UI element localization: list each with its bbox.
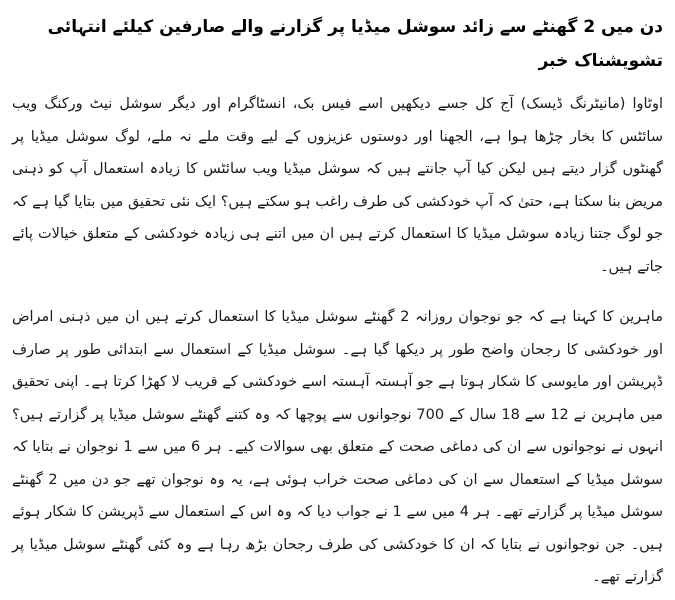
- article-paragraph-1: اوٹاوا (مانیٹرنگ ڈیسک) آج کل جسے دیکھیں اسے فیس بک، انسٹاگرام اور دیگر سوشل نیٹ ورکنگ ویب سائٹس کا بخار چڑھا ہوا ہے، الجھنا اور دوستوں عزیزوں کے لیے وقت ملے نہ ملے، لوگ سوشل میڈیا پر گھنٹوں گزار دیتے ہیں لیکن کیا آپ جانتے ہیں کہ سوشل میڈیا ویب سائٹس کا زیادہ استعمال آپ کو ذہنی مریض بنا سکتا ہے، حتیٰ کہ آپ خودکشی کی طرف راغب ہو سکتے ہیں؟ ایک نئی تحقیق میں بتایا گیا ہے کہ جو لوگ جتنا زیادہ سوشل میڈیا کا استعمال کرتے ہیں ان میں اتنے ہی زیادہ خودکشی کے متعلق خیالات پائے جاتے ہیں۔: [12, 96, 663, 275]
- article-headline: دن میں 2 گھنٹے سے زائد سوشل میڈیا پر گزارنے والے صارفین کیلئے انتہائی تشویشناک خبر: [47, 17, 663, 71]
- article-paragraph-2: ماہرین کا کہنا ہے کہ جو نوجوان روزانہ 2 گھنٹے سوشل میڈیا کا استعمال کرتے ہیں ان میں ذہنی امراض اور خودکشی کا رجحان واضح طور پر دیکھا گیا ہے۔ سوشل میڈیا کے استعمال سے ابتدائی طور پر صارف ڈپریشن اور مایوسی کا شکار ہوتا ہے جو آہستہ آہستہ اسے خودکشی کے قریب لا کھڑا کرتا ہے۔ اپنی تحقیق میں ماہرین نے 12 سے 18 سال کے 700 نوجوانوں سے پوچھا کہ وہ کتنے گھنٹے سوشل میڈیا پر گزارتے ہیں؟ انہوں نے نوجوانوں سے ان کی دماغی صحت کے متعلق بھی سوالات کیے۔ ہر 6 میں سے 1 نوجوان نے بتایا کہ سوشل میڈیا کے استعمال سے ان کی دماغی صحت خراب ہوئی ہے، یہ وہ نوجوان تھے جو دن میں 2 گھنٹے سوشل میڈیا پر گزارتے تھے۔ ہر 4 میں سے 1 نے جواب دیا کہ وہ اس کے استعمال سے ڈپریشن کا شکار ہوئے ہیں۔ جن نوجوانوں نے بتایا کہ ان کا خودکشی کی طرف رجحان بڑھ رہا ہے وہ کئی گھنٹے سوشل میڈیا پر گزارتے تھے۔: [12, 309, 664, 585]
